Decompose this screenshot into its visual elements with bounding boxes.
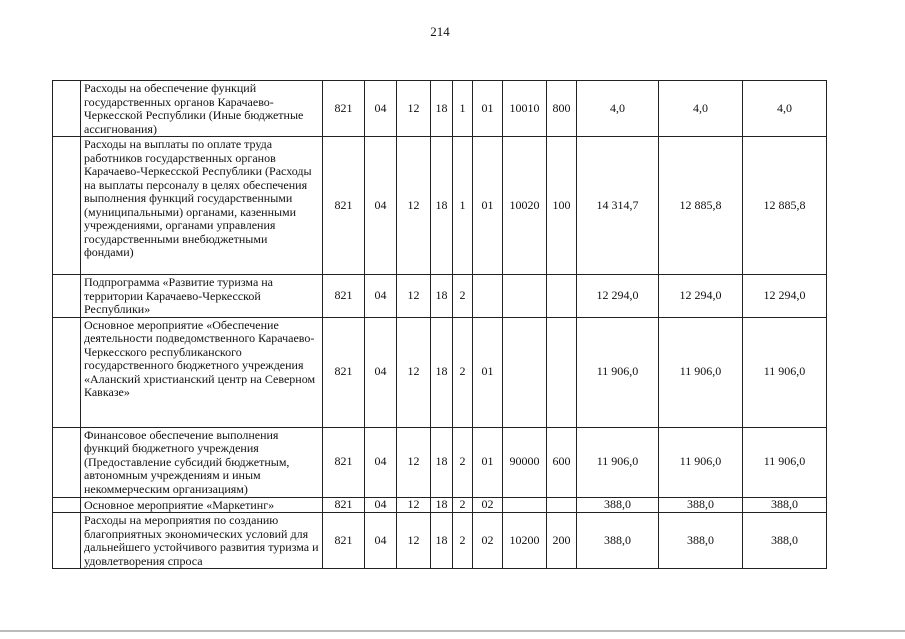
table-row bbox=[53, 81, 827, 137]
event-code: 02 bbox=[473, 497, 503, 513]
amount-year-2: 11 906,0 bbox=[659, 427, 743, 497]
subsection-code: 12 bbox=[397, 317, 431, 427]
event-code: 01 bbox=[473, 81, 503, 137]
row-name: Основное мероприятие «Маркетинг» bbox=[81, 497, 323, 513]
row-name: Финансовое обеспечение выполнения функций бюджетного учреждения (Предоставление субсидий бюджетным, автономным учреждениям и иным некоммерческим организациям) bbox=[81, 427, 323, 497]
program-code: 18 bbox=[431, 81, 453, 137]
subsection-code: 12 bbox=[397, 427, 431, 497]
event-code bbox=[473, 275, 503, 318]
admin-code: 821 bbox=[323, 275, 365, 318]
row-name: Подпрограмма «Развитие туризма на территории Карачаево-Черкесской Республики» bbox=[81, 275, 323, 318]
section-code: 04 bbox=[365, 81, 397, 137]
expense-type-code: 100 bbox=[547, 137, 577, 275]
admin-code: 821 bbox=[323, 137, 365, 275]
subsection-code: 12 bbox=[397, 275, 431, 318]
direction-code: 90000 bbox=[503, 427, 547, 497]
program-code: 18 bbox=[431, 513, 453, 569]
row-blank-cell bbox=[53, 137, 81, 275]
subsection-code: 12 bbox=[397, 137, 431, 275]
amount-year-3: 388,0 bbox=[743, 497, 827, 513]
page-bottom-edge bbox=[0, 630, 905, 632]
row-blank-cell bbox=[53, 497, 81, 513]
admin-code: 821 bbox=[323, 317, 365, 427]
section-code: 04 bbox=[365, 427, 397, 497]
amount-year-1: 388,0 bbox=[577, 497, 659, 513]
expense-type-code bbox=[547, 497, 577, 513]
amount-year-1: 14 314,7 bbox=[577, 137, 659, 275]
program-code: 18 bbox=[431, 317, 453, 427]
table-row bbox=[53, 497, 827, 513]
amount-year-1: 388,0 bbox=[577, 513, 659, 569]
subprogram-code: 2 bbox=[453, 317, 473, 427]
budget-table bbox=[52, 80, 827, 569]
page-number: 214 bbox=[430, 24, 450, 39]
admin-code: 821 bbox=[323, 513, 365, 569]
table-row bbox=[53, 317, 827, 427]
subprogram-code: 2 bbox=[453, 427, 473, 497]
admin-code: 821 bbox=[323, 81, 365, 137]
program-code: 18 bbox=[431, 137, 453, 275]
event-code: 01 bbox=[473, 137, 503, 275]
event-code: 01 bbox=[473, 317, 503, 427]
expense-type-code: 200 bbox=[547, 513, 577, 569]
amount-year-2: 12 294,0 bbox=[659, 275, 743, 318]
expense-type-code bbox=[547, 317, 577, 427]
subprogram-code: 2 bbox=[453, 275, 473, 318]
row-blank-cell bbox=[53, 513, 81, 569]
section-code: 04 bbox=[365, 317, 397, 427]
row-name: Расходы на мероприятия по созданию благоприятных экономических условий для дальнейшего устойчивого развития туризма и удовлетворения спроса bbox=[81, 513, 323, 569]
amount-year-1: 11 906,0 bbox=[577, 427, 659, 497]
row-blank-cell bbox=[53, 317, 81, 427]
direction-code: 10020 bbox=[503, 137, 547, 275]
row-blank-cell bbox=[53, 275, 81, 318]
admin-code: 821 bbox=[323, 427, 365, 497]
amount-year-3: 11 906,0 bbox=[743, 427, 827, 497]
table-row bbox=[53, 275, 827, 318]
amount-year-1: 4,0 bbox=[577, 81, 659, 137]
row-name: Расходы на обеспечение функций государственных органов Карачаево-Черкесской Республики (Иные бюджетные ассигнования) bbox=[81, 81, 323, 137]
direction-code bbox=[503, 497, 547, 513]
row-name: Основное мероприятие «Обеспечение деятельности подведомственного Карачаево-Черкесского республиканского государственного бюджетного учреждения «Аланский христианский центр на Северном Кавказе» bbox=[81, 317, 323, 427]
amount-year-3: 11 906,0 bbox=[743, 317, 827, 427]
subprogram-code: 1 bbox=[453, 81, 473, 137]
amount-year-3: 12 294,0 bbox=[743, 275, 827, 318]
event-code: 01 bbox=[473, 427, 503, 497]
row-blank-cell bbox=[53, 81, 81, 137]
program-code: 18 bbox=[431, 275, 453, 318]
expense-type-code: 600 bbox=[547, 427, 577, 497]
subsection-code: 12 bbox=[397, 497, 431, 513]
amount-year-3: 388,0 bbox=[743, 513, 827, 569]
row-blank-cell bbox=[53, 427, 81, 497]
program-code: 18 bbox=[431, 427, 453, 497]
subprogram-code: 2 bbox=[453, 513, 473, 569]
amount-year-2: 11 906,0 bbox=[659, 317, 743, 427]
row-name: Расходы на выплаты по оплате труда работников государственных органов Карачаево-Черкесской Республики (Расходы на выплаты персоналу в целях обеспечения выполнения функций государственными (муниципальными) органами, казенными учреждениями, органами управления государственными внебюджетными фондами) bbox=[81, 137, 323, 275]
direction-code: 10200 bbox=[503, 513, 547, 569]
direction-code bbox=[503, 275, 547, 318]
amount-year-3: 12 885,8 bbox=[743, 137, 827, 275]
table-row bbox=[53, 513, 827, 569]
amount-year-1: 11 906,0 bbox=[577, 317, 659, 427]
event-code: 02 bbox=[473, 513, 503, 569]
subprogram-code: 2 bbox=[453, 497, 473, 513]
subsection-code: 12 bbox=[397, 513, 431, 569]
subsection-code: 12 bbox=[397, 81, 431, 137]
section-code: 04 bbox=[365, 275, 397, 318]
table-row bbox=[53, 427, 827, 497]
amount-year-1: 12 294,0 bbox=[577, 275, 659, 318]
amount-year-2: 4,0 bbox=[659, 81, 743, 137]
section-code: 04 bbox=[365, 137, 397, 275]
amount-year-3: 4,0 bbox=[743, 81, 827, 137]
direction-code bbox=[503, 317, 547, 427]
amount-year-2: 12 885,8 bbox=[659, 137, 743, 275]
expense-type-code bbox=[547, 275, 577, 318]
subprogram-code: 1 bbox=[453, 137, 473, 275]
expense-type-code: 800 bbox=[547, 81, 577, 137]
table-row bbox=[53, 137, 827, 275]
program-code: 18 bbox=[431, 497, 453, 513]
section-code: 04 bbox=[365, 497, 397, 513]
section-code: 04 bbox=[365, 513, 397, 569]
amount-year-2: 388,0 bbox=[659, 497, 743, 513]
amount-year-2: 388,0 bbox=[659, 513, 743, 569]
admin-code: 821 bbox=[323, 497, 365, 513]
direction-code: 10010 bbox=[503, 81, 547, 137]
